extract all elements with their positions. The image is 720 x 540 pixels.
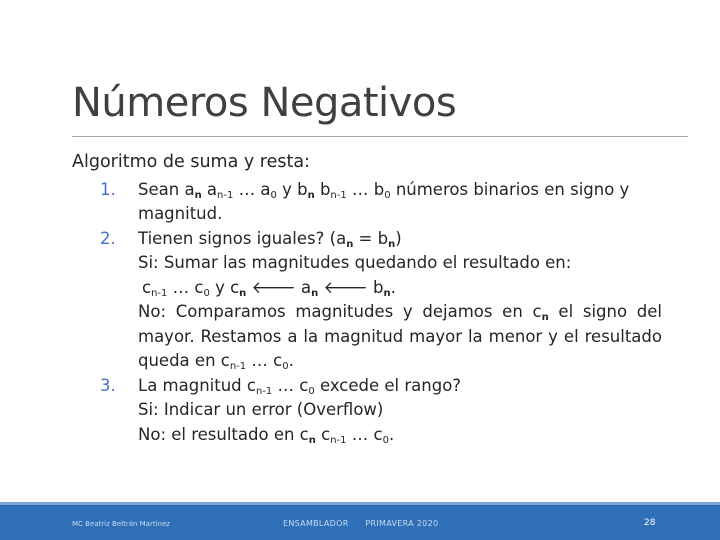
item-2-formula: cn-1 … c0 y $c_n$ 🡐 $a_n$ 🡐 $b_n$. [142, 277, 396, 299]
footer-bar [0, 502, 720, 540]
left-arrow-icon: 🡐 [251, 277, 296, 297]
item-3-no: No: el resultado en $c_n$ cn-1 … c0. [138, 424, 395, 446]
item-3-question: La magnitud cn-1 … c0 excede el rango? [138, 375, 462, 397]
left-arrow-icon: 🡐 [323, 277, 368, 297]
list-number-3: 3. [100, 375, 116, 395]
list-number-1: 1. [100, 179, 116, 199]
footer-course: ENSAMBLADOR [283, 519, 349, 528]
footer-center [283, 519, 452, 528]
list-item-1 [72, 178, 662, 227]
item-1-text: Sean $a_n$ an-1 … a0 y $b_n$ bn-1 … b0 números binarios en signo y magnitud. [138, 179, 630, 223]
slide-body [72, 150, 662, 447]
item-2-no: No: Comparamos magnitudes y dejamos en $c_n$ el signo del mayor. Restamos a la magnitud mayor la menor y el resultado queda en cn-1 … c0. [138, 302, 663, 372]
item-2-question: Tienen signos iguales? $(a_n = b_n)$ [138, 228, 402, 250]
algorithm-intro: Algoritmo de suma y resta: [72, 152, 310, 172]
footer-author: MC Beatriz Beltrán Martínez [72, 520, 170, 528]
list-item-3 [72, 374, 662, 448]
item-3-yes: Si: Indicar un error (Overflow) [138, 400, 384, 419]
list-item-2 [72, 227, 662, 374]
footer-term: PRIMAVERA 2020 [365, 519, 439, 528]
list-number-2: 2. [100, 228, 116, 248]
item-2-yes: Si: Sumar las magnitudes quedando el resultado en: [138, 253, 572, 272]
slide-title: Números Negativos [72, 80, 457, 126]
title-divider [72, 136, 688, 137]
page-number: 28 [644, 518, 656, 528]
